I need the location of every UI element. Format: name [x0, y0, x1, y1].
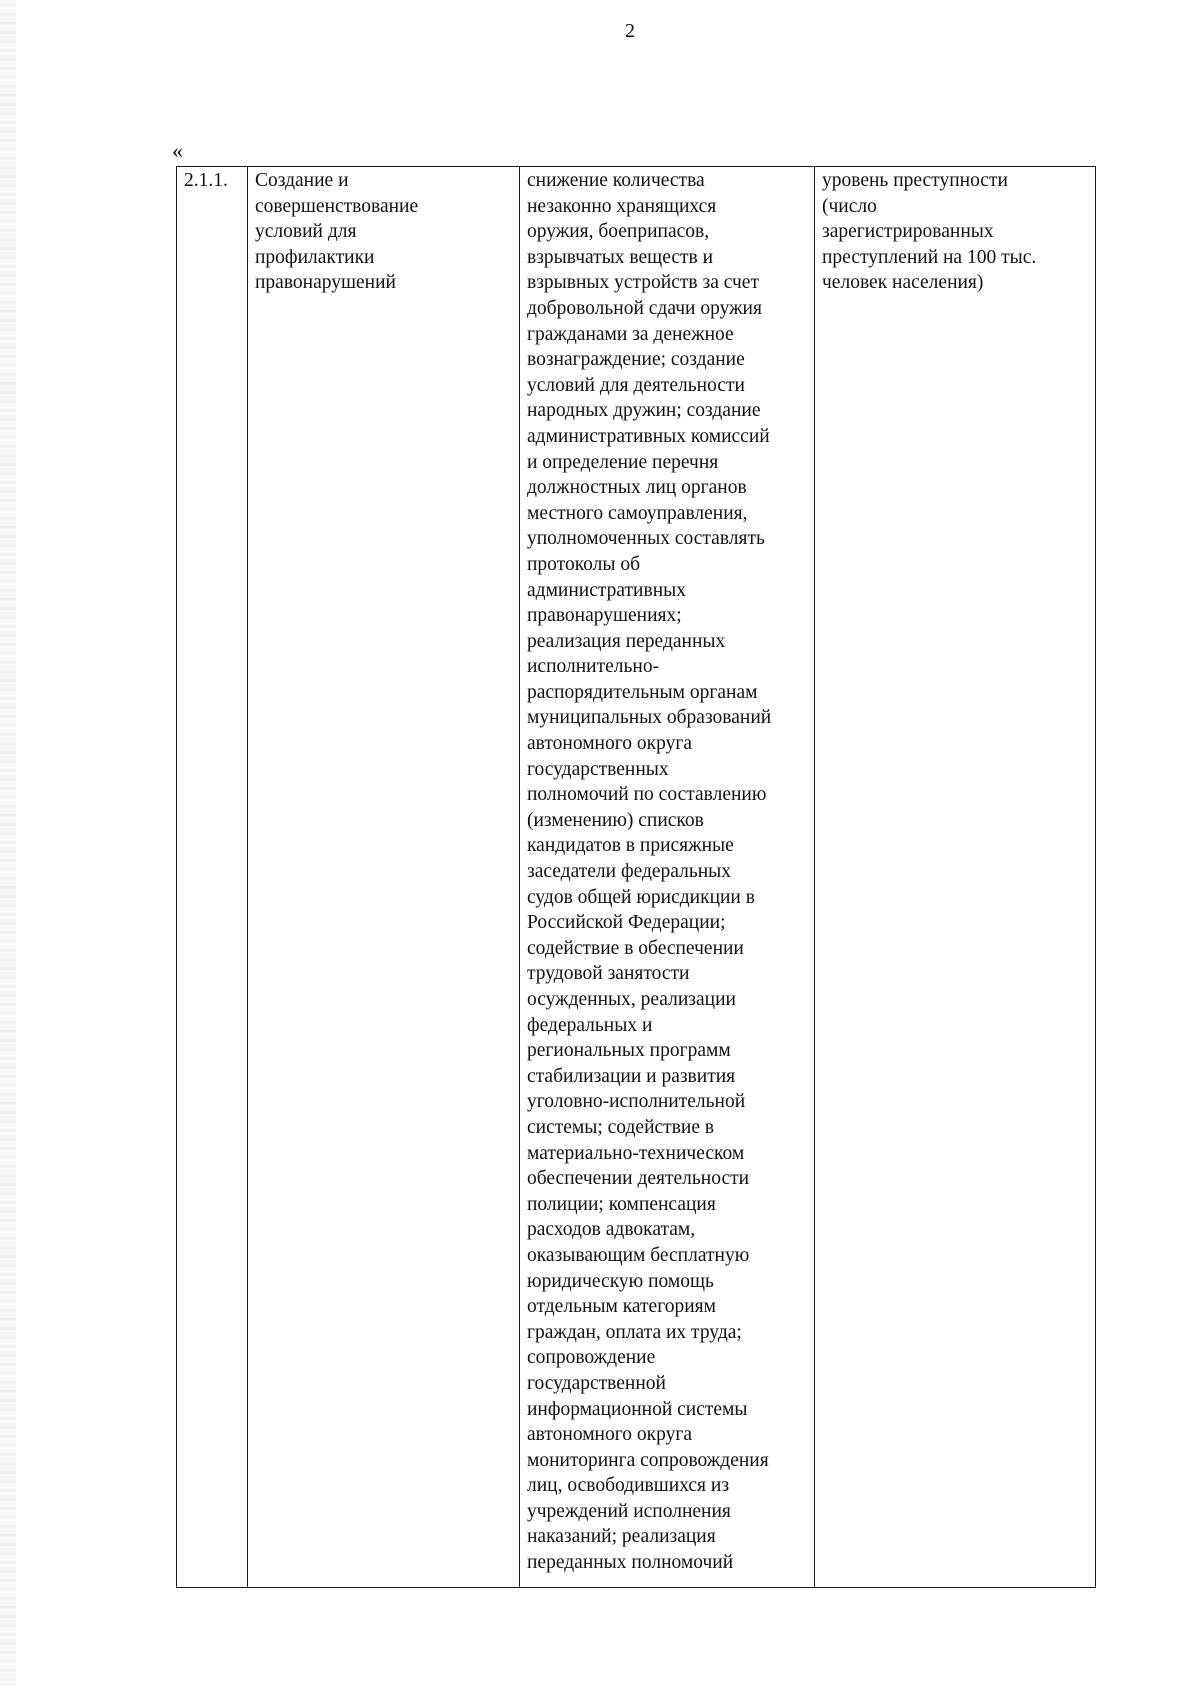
row-number-cell: 2.1.1. — [177, 167, 248, 1588]
table-row — [177, 167, 1096, 1588]
opening-quote: « — [172, 138, 183, 163]
measure-name-cell: Создание и совершенствование условий для профилактики правонарушений — [248, 167, 520, 1588]
program-table — [176, 166, 1096, 1588]
scan-edge — [0, 0, 16, 1686]
measure-description-cell: снижение количества незаконно хранящихся оружия, боеприпасов, взрывчатых веществ и взрывных устройств за счет добровольной сдачи оружия гражданами за денежное вознаграждение; создание условий для деятельности народных дружин; создание административных комиссий и определение перечня должностных лиц органов местного самоуправления, уполномоченных составлять протоколы об административных правонарушениях; реализация переданных исполнительно- распорядительным органам муниципальных образований автономного округа государственных полномочий по составлению (изменению) списков кандидатов в присяжные заседатели федеральных судов общей юрисдикции в Российской Федерации; содействие в обеспечении трудовой занятости осужденных, реализации федеральных и региональных программ стабилизации и развития уголовно-исполнительной системы; содействие в материально-техническом обеспечении деятельности полиции; компенсация расходов адвокатам, оказывающим бесплатную юридическую помощь отдельным категориям граждан, оплата их труда; сопровождение государственной информационной системы автономного округа мониторинга сопровождения лиц, освободившихся из учреждений исполнения наказаний; реализация переданных полномочий — [520, 167, 815, 1588]
indicator-cell: уровень преступности (число зарегистрированных преступлений на 100 тыс. человек населения) — [815, 167, 1096, 1588]
page-number: 2 — [625, 20, 635, 42]
